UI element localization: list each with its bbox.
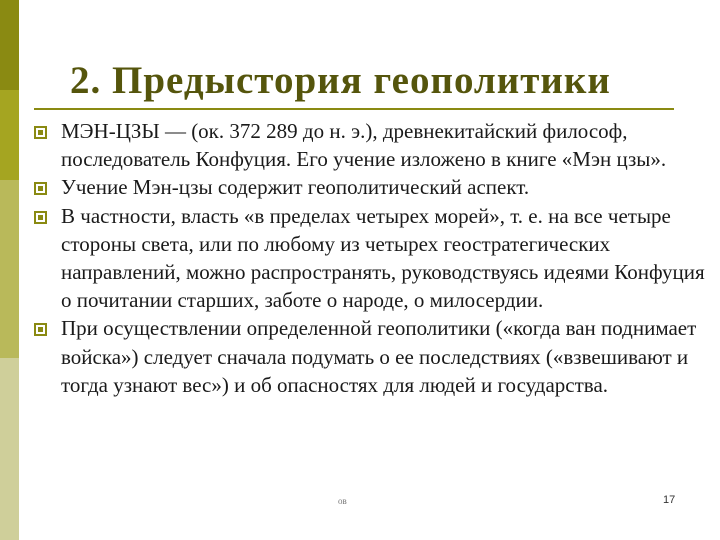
sidebar-segment-2: [0, 90, 19, 180]
bullet-item: [34, 173, 714, 201]
bullet-item: [34, 202, 714, 315]
footer-fragment: ов: [338, 496, 347, 506]
bullet-item: [34, 314, 714, 399]
bullet-text: МЭН-ЦЗЫ — (ок. 372 289 до н. э.), древнекитайский философ, последователь Конфуция. Его учение изложено в книге «Мэн цзы».: [61, 119, 667, 172]
sidebar-segment-3: [0, 180, 19, 358]
sidebar-segment-1: [0, 0, 19, 90]
square-bullet-icon: [34, 126, 47, 139]
slide-number: 17: [663, 494, 676, 506]
square-bullet-icon: [34, 323, 47, 336]
slide-title: 2. Предыстория геополитики: [70, 59, 611, 102]
bullet-text: При осуществлении определенной геополитики («когда ван поднимает войска») следует сначала подумать о ее последствиях («взвешивают и тогда узнают вес») и об опасностях для людей и государства.: [61, 316, 697, 397]
bullet-text: В частности, власть «в пределах четырех морей», т. е. на все четыре стороны света, или по любому из четырех геостратегических направлений, можно распространять, руководствуясь идеями Конфуция о почитании старших, заботе о народе, о милосердии.: [61, 203, 705, 313]
title-underline: [34, 108, 674, 110]
sidebar-segment-4: [0, 358, 19, 540]
bullet-item: [34, 117, 714, 173]
square-bullet-icon: [34, 182, 47, 195]
square-bullet-icon: [34, 211, 47, 224]
bullet-text: Учение Мэн-цзы содержит геополитический аспект.: [61, 175, 530, 200]
bullet-list: [34, 117, 714, 399]
